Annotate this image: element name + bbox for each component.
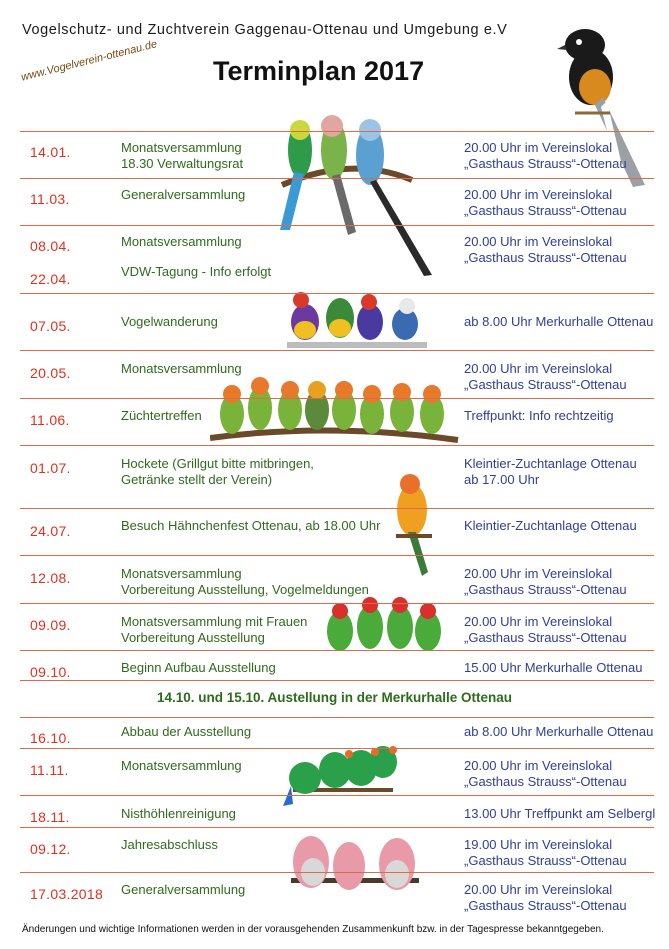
event-location: [464, 456, 637, 488]
event-line: 18.30 Verwaltungsrat: [121, 156, 244, 171]
finches-icon: [285, 286, 435, 354]
event-line: Generalversammlung: [121, 187, 246, 202]
location-line: „Gasthaus Strauss“-Ottenau: [464, 582, 627, 597]
event-location: [464, 724, 653, 740]
event-date: 07.05.: [30, 318, 71, 334]
location-line: Kleintier-Zuchtanlage Ottenau: [464, 518, 637, 533]
event-date: 12.08.: [30, 570, 71, 586]
event-location: [464, 408, 614, 424]
row-divider: [20, 398, 654, 399]
event-description: [121, 837, 218, 853]
event-line: Monatsversammlung: [121, 361, 242, 376]
event-date: 14.01.: [30, 144, 71, 160]
event-location: [464, 518, 637, 534]
event-description: [121, 566, 369, 598]
event-date: 11.06.: [30, 412, 70, 428]
row-divider: [20, 131, 654, 132]
footer-note: Änderungen und wichtige Informationen werden in der vorausgehenden Zusammenkunft bzw. in der Tagespresse bekanntgegeben.: [22, 924, 604, 935]
event-description: [121, 314, 218, 330]
location-line: Kleintier-Zuchtanlage Ottenau: [464, 456, 637, 471]
location-line: „Gasthaus Strauss“-Ottenau: [464, 630, 627, 645]
location-line: ab 8.00 Uhr Merkurhalle Ottenau: [464, 314, 654, 329]
row-divider: [20, 350, 654, 351]
event-date: 11.03.: [30, 191, 70, 207]
location-line: „Gasthaus Strauss“-Ottenau: [464, 377, 627, 392]
event-line: Vogelwanderung: [121, 314, 218, 329]
event-location: [464, 882, 627, 914]
event-line: Jahresabschluss: [121, 837, 218, 852]
location-line: Treffpunkt: Info rechtzeitig: [464, 408, 614, 423]
event-date: 22.04.: [30, 271, 71, 287]
row-divider: [20, 445, 654, 446]
event-line: Besuch Hähnchenfest Ottenau, ab 18.00 Uhr: [121, 518, 381, 533]
event-line: Züchtertreffen: [121, 408, 202, 423]
event-line: Monatsversammlung mit Frauen: [121, 614, 308, 629]
event-date: 09.12.: [30, 841, 71, 857]
event-line: Beginn Aufbau Ausstellung: [121, 660, 276, 675]
row-divider: [20, 872, 654, 873]
location-line: „Gasthaus Strauss“-Ottenau: [464, 853, 627, 868]
event-line: Hockete (Grillgut bitte mitbringen,: [121, 456, 314, 471]
location-line: 20.00 Uhr im Vereinslokal: [464, 187, 613, 202]
event-location: [464, 758, 627, 790]
event-location: [464, 566, 627, 598]
location-line: „Gasthaus Strauss“-Ottenau: [464, 774, 627, 789]
location-line: 20.00 Uhr im Vereinslokal: [464, 234, 613, 249]
green-parrots-icon: [283, 740, 401, 806]
row-divider: [20, 293, 654, 294]
event-description: [121, 614, 307, 646]
event-line: Monatsversammlung: [121, 566, 242, 581]
event-date: 18.11.: [30, 809, 70, 825]
event-location: [464, 660, 642, 676]
event-location: [464, 234, 627, 266]
event-location: [464, 187, 627, 219]
event-location: [464, 140, 627, 172]
location-line: „Gasthaus Strauss“-Ottenau: [464, 203, 627, 218]
row-divider: [20, 225, 654, 226]
event-line: Nisthöhlenreinigung: [121, 806, 236, 821]
location-line: 20.00 Uhr im Vereinslokal: [464, 361, 613, 376]
location-line: 20.00 Uhr im Vereinslokal: [464, 758, 613, 773]
event-location: [464, 314, 653, 330]
event-description: [121, 518, 380, 534]
event-description: [121, 758, 242, 774]
row-divider: [20, 178, 654, 179]
location-line: 20.00 Uhr im Vereinslokal: [464, 566, 613, 581]
special-notice: 14.10. und 15.10. Austellung in der Merkurhalle Ottenau: [156, 690, 513, 705]
row-divider: [20, 827, 654, 828]
location-line: ab 17.00 Uhr: [464, 472, 540, 487]
row-divider: [20, 748, 654, 749]
organization-title: Vogelschutz- und Zuchtverein Gaggenau-Ottenau und Umgebung e.V: [22, 22, 508, 38]
page-title: Terminplan 2017: [213, 56, 425, 86]
event-line: VDW-Tagung - Info erfolgt: [121, 264, 272, 279]
location-line: 20.00 Uhr im Vereinslokal: [464, 614, 613, 629]
row-divider: [20, 555, 654, 556]
location-line: ab 8.00 Uhr Merkurhalle Ottenau: [464, 724, 654, 739]
event-date: 20.05.: [30, 365, 71, 381]
location-line: 20.00 Uhr im Vereinslokal: [464, 140, 613, 155]
website-link[interactable]: www.Vogelverein-ottenau.de: [20, 38, 159, 84]
event-description: [121, 140, 243, 172]
event-description: [121, 361, 242, 377]
event-description: [121, 408, 202, 424]
event-description: [121, 264, 271, 280]
event-date: 16.10.: [30, 730, 71, 746]
location-line: 20.00 Uhr im Vereinslokal: [464, 882, 613, 897]
event-date: 01.07.: [30, 460, 71, 476]
event-line: Monatsversammlung: [121, 234, 242, 249]
event-description: [121, 187, 245, 203]
row-divider: [20, 680, 654, 681]
event-date: 24.07.: [30, 523, 71, 539]
event-description: [121, 806, 236, 822]
event-date: 08.04.: [30, 238, 71, 254]
row-divider: [20, 603, 654, 604]
event-line: Abbau der Ausstellung: [121, 724, 252, 739]
event-date: 17.03.2018: [30, 886, 104, 902]
event-date: 09.10.: [30, 664, 71, 680]
pink-cockatoos-icon: [285, 822, 425, 904]
location-line: 15.00 Uhr Merkurhalle Ottenau: [464, 660, 643, 675]
event-location: [464, 614, 627, 646]
event-line: Getränke stellt der Verein): [121, 472, 273, 487]
event-line: Vorbereitung Ausstellung: [121, 630, 265, 645]
location-line: „Gasthaus Strauss“-Ottenau: [464, 250, 627, 265]
event-line: Monatsversammlung: [121, 758, 242, 773]
event-date: 11.11.: [30, 762, 69, 778]
lovebirds-icon: [210, 372, 460, 452]
location-line: 13.00 Uhr Treffpunkt am Selbergl: [464, 806, 656, 821]
event-location: [464, 806, 655, 822]
three-parakeets-icon: [272, 110, 442, 280]
event-date: 09.09.: [30, 617, 71, 633]
event-location: [464, 361, 627, 393]
event-location: [464, 837, 627, 869]
row-divider: [20, 650, 654, 651]
event-description: [121, 456, 314, 488]
conure-icon: [390, 472, 435, 577]
event-description: [121, 724, 251, 740]
location-line: „Gasthaus Strauss“-Ottenau: [464, 156, 627, 171]
location-line: „Gasthaus Strauss“-Ottenau: [464, 898, 627, 913]
row-divider: [20, 717, 654, 718]
event-line: Generalversammlung: [121, 882, 246, 897]
event-description: [121, 234, 242, 250]
event-line: Monatsversammlung: [121, 140, 242, 155]
row-divider: [20, 508, 654, 509]
event-line: Vorbereitung Ausstellung, Vogelmeldungen: [121, 582, 369, 597]
event-description: [121, 660, 276, 676]
event-description: [121, 882, 245, 898]
row-divider: [20, 795, 654, 796]
location-line: 19.00 Uhr im Vereinslokal: [464, 837, 613, 852]
